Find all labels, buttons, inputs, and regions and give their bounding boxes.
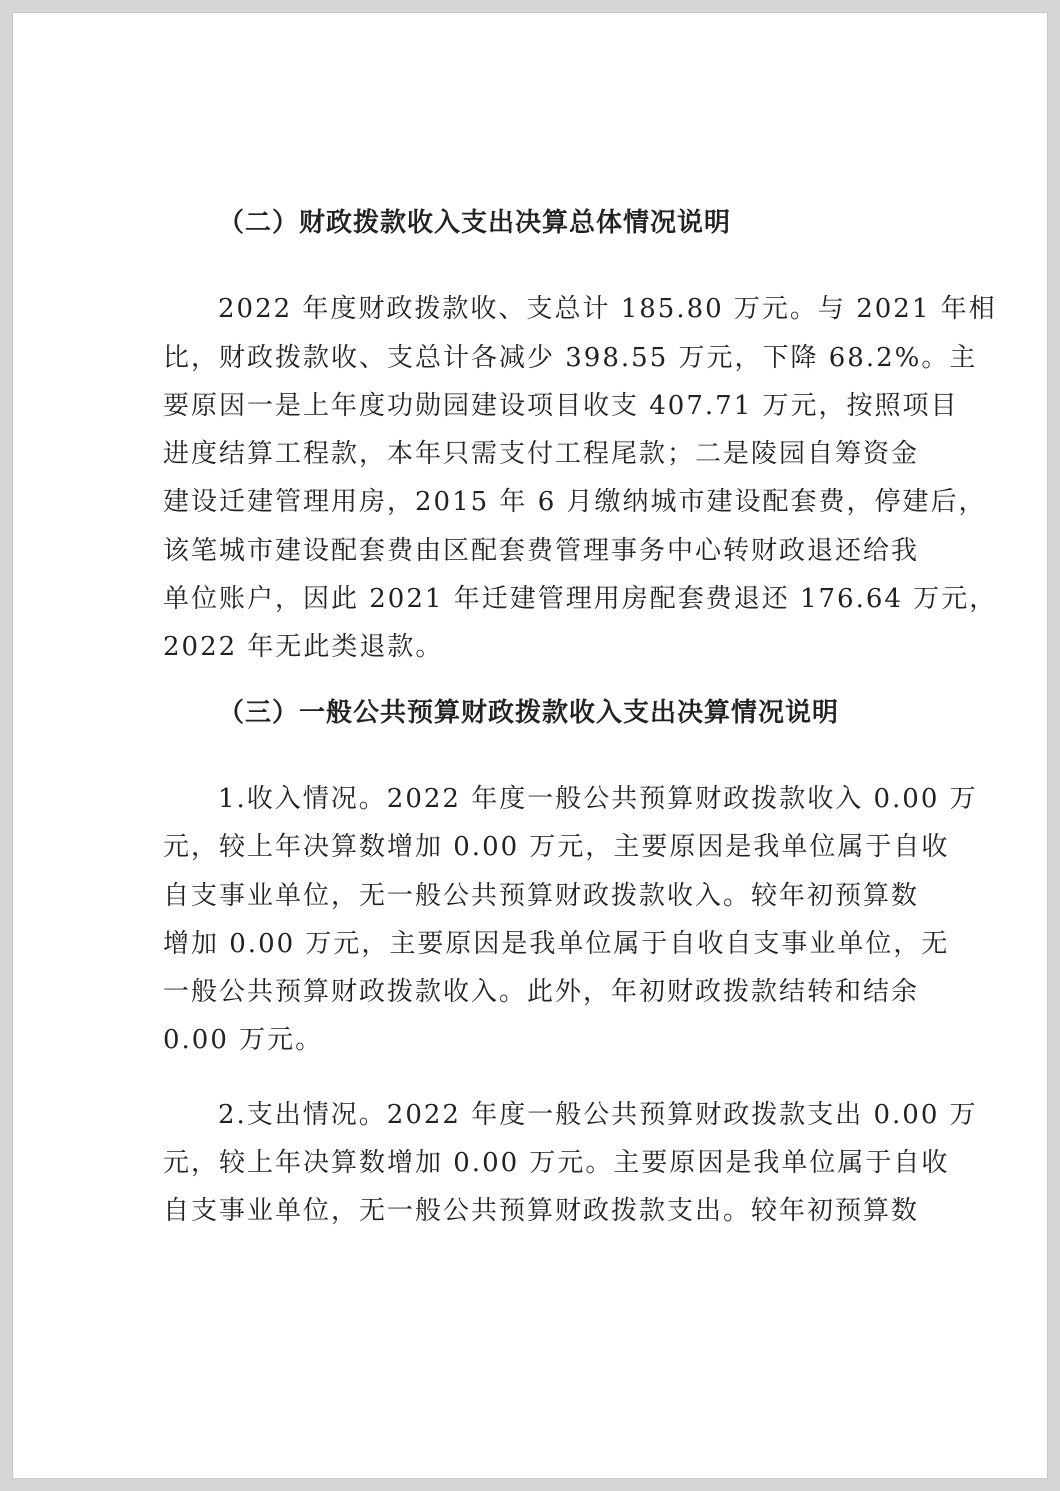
paragraph-line: 一般公共预算财政拨款收入。此外，年初财政拨款结转和结余 — [163, 977, 920, 1007]
paragraph-line: 比，财政拨款收、支总计各减少 398.55 万元，下降 68.2%。主 — [163, 343, 978, 373]
paragraph-line: 自支事业单位，无一般公共预算财政拨款收入。较年初预算数 — [163, 881, 920, 911]
paragraph-line: 0.00 万元。 — [163, 1025, 324, 1055]
paragraph-line: 增加 0.00 万元，主要原因是我单位属于自收自支事业单位，无 — [163, 929, 950, 959]
paragraph-line: 2.支出情况。2022 年度一般公共预算财政拨款支出 0.00 万 — [218, 1100, 978, 1130]
paragraph-line: 自支事业单位，无一般公共预算财政拨款支出。较年初预算数 — [163, 1196, 920, 1226]
paragraph-line: 要原因一是上年度功勋园建设项目收支 407.71 万元，按照项目 — [163, 391, 959, 421]
paragraph-line: 2022 年度财政拨款收、支总计 185.80 万元。与 2021 年相 — [218, 294, 997, 324]
paragraph-line: 单位账户，因此 2021 年迁建管理用房配套费退还 176.64 万元， — [163, 584, 998, 614]
paragraph-line: 2022 年无此类退款。 — [163, 632, 444, 662]
paragraph-line: 建设迁建管理用房，2015 年 6 月缴纳城市建设配套费，停建后， — [163, 487, 987, 517]
document-page — [12, 12, 1048, 1479]
paragraph-line: 该笔城市建设配套费由区配套费管理事务中心转财政退还给我 — [163, 536, 920, 566]
paragraph-line: 元，较上年决算数增加 0.00 万元。主要原因是我单位属于自收 — [163, 1148, 950, 1178]
section-2-heading: （二）财政拨款收入支出决算总体情况说明 — [218, 208, 732, 238]
paragraph-line: 1.收入情况。2022 年度一般公共预算财政拨款收入 0.00 万 — [218, 784, 978, 814]
paragraph-line: 元，较上年决算数增加 0.00 万元，主要原因是我单位属于自收 — [163, 832, 950, 862]
section-3-heading: （三）一般公共预算财政拨款收入支出决算情况说明 — [218, 698, 840, 728]
paragraph-line: 进度结算工程款，本年只需支付工程尾款；二是陵园自筹资金 — [163, 439, 920, 469]
